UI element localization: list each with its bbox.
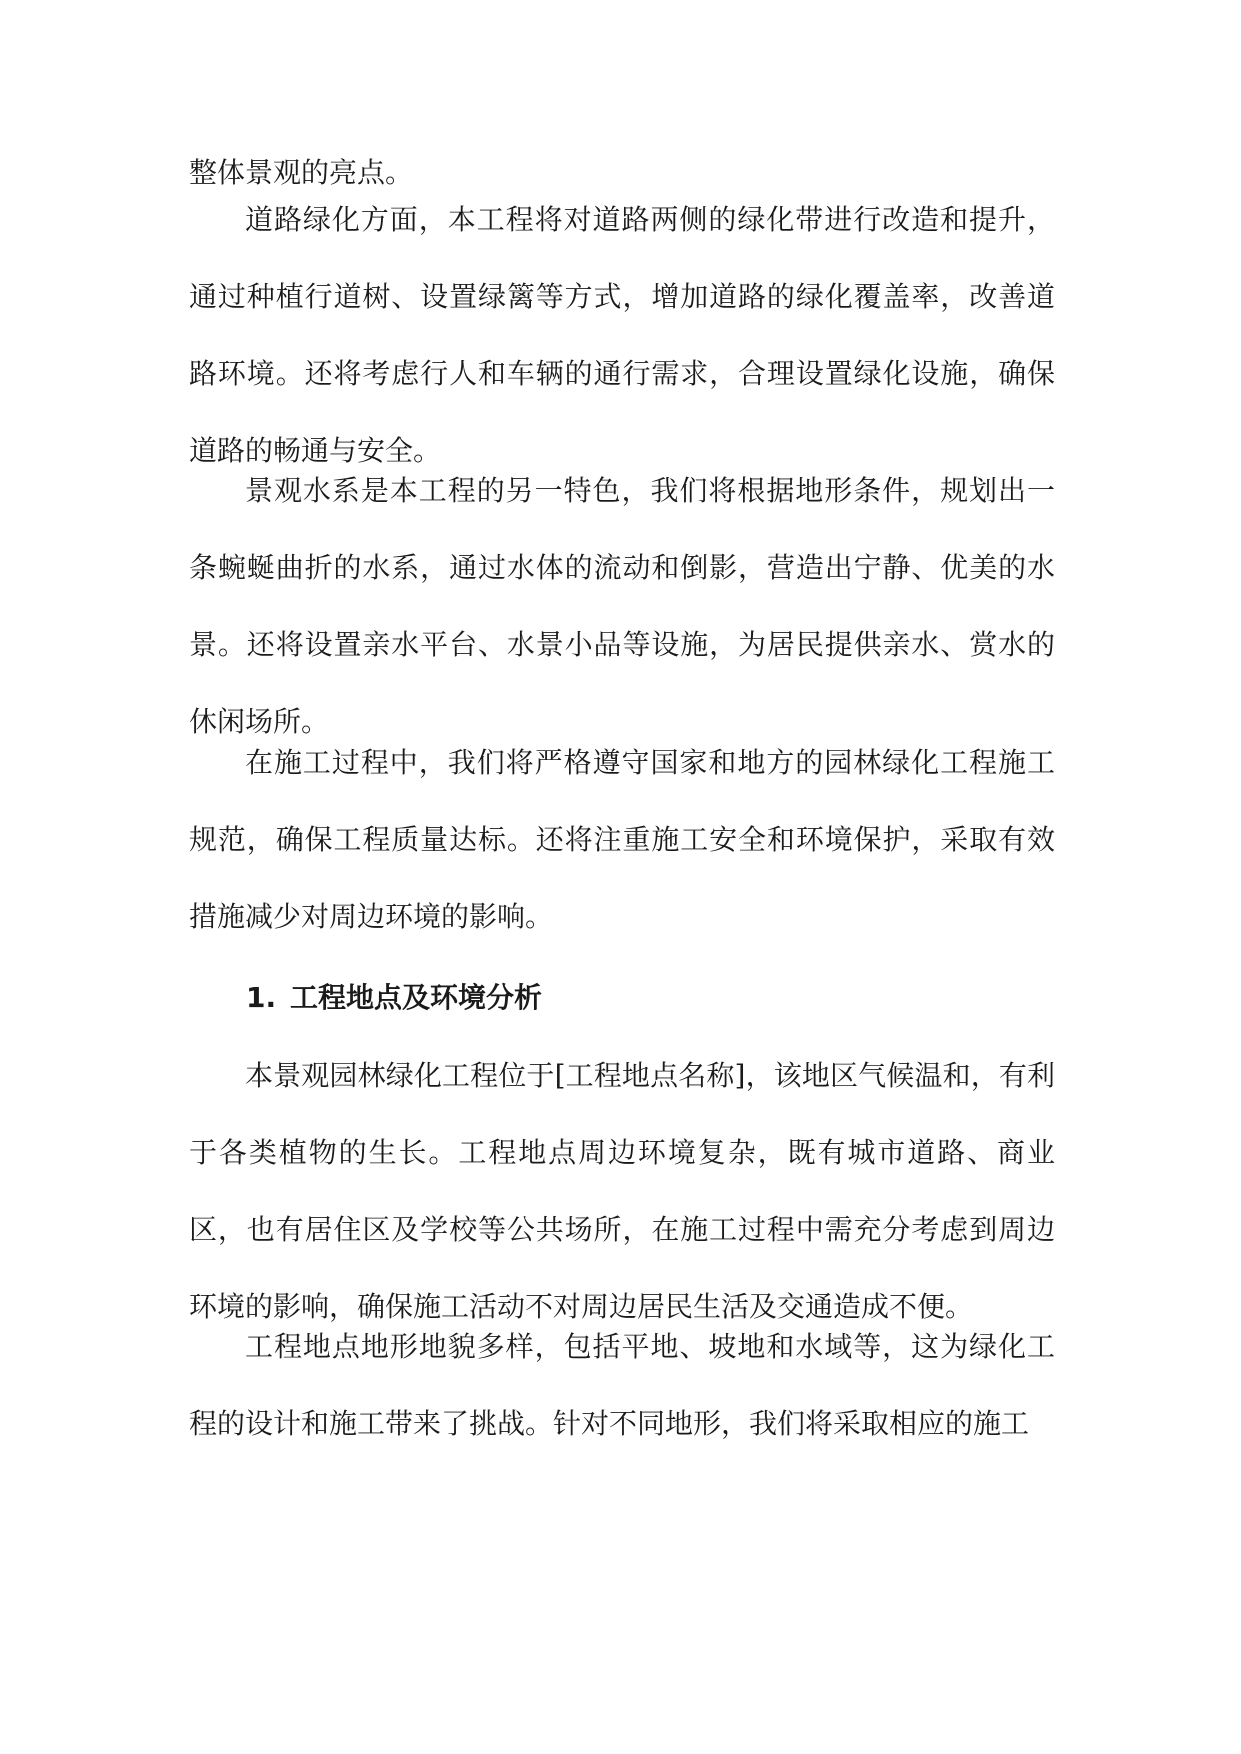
- paragraph-water-system: 景观水系是本工程的另一特色，我们将根据地形条件，规划出一条蜿蜒曲折的水系，通过水体的流动和倒影，营造出宁静、优美的水景。还将设置亲水平台、水景小品等设施，为居民提供亲水、赏水的休闲场所。: [189, 474, 1055, 738]
- paragraph-terrain: 工程地点地形地貌多样，包括平地、坡地和水域等，这为绿化工程的设计和施工带来了挑战。针对不同地形，我们将采取相应的施工: [189, 1330, 1055, 1440]
- paragraph-construction-process: 在施工过程中，我们将严格遵守国家和地方的园林绿化工程施工规范，确保工程质量达标。还将注重施工安全和环境保护，采取有效措施减少对周边环境的影响。: [189, 746, 1055, 933]
- section-number: 1.: [246, 981, 277, 1014]
- paragraph-continuation: 整体景观的亮点。: [189, 156, 414, 189]
- section-title: 工程地点及环境分析: [290, 981, 543, 1014]
- paragraph-road-greening: 道路绿化方面，本工程将对道路两侧的绿化带进行改造和提升，通过种植行道树、设置绿篱等方式，增加道路的绿化覆盖率，改善道路环境。还将考虑行人和车辆的通行需求，合理设置绿化设施，确保道路的畅通与安全。: [189, 203, 1055, 467]
- paragraph-site-location: 本景观园林绿化工程位于[工程地点名称]，该地区气候温和，有利于各类植物的生长。工程地点周边环境复杂，既有城市道路、商业区，也有居住区及学校等公共场所，在施工过程中需充分考虑到周边环境的影响，确保施工活动不对周边居民生活及交通造成不便。: [189, 1059, 1055, 1323]
- section-heading: [246, 968, 1046, 1028]
